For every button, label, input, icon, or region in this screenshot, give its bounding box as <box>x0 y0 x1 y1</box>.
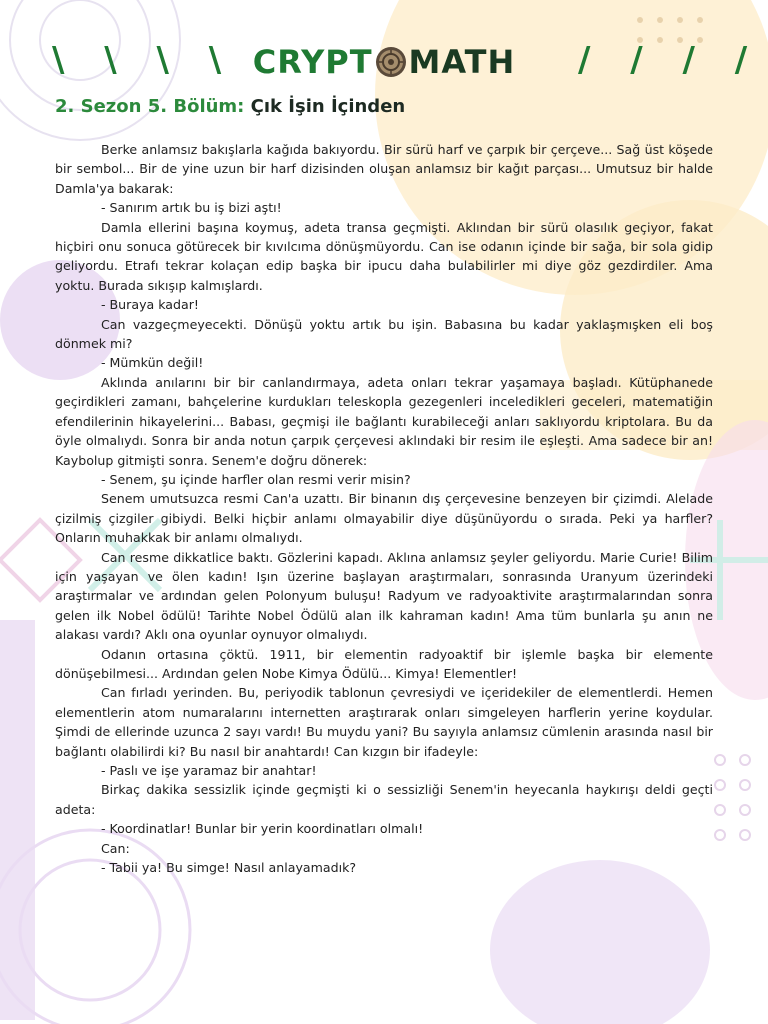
story-paragraph: Aklında anılarını bir bir canlandırmaya, adeta onları tekrar yaşamaya başladı. Kütüphanede geçirdikleri zamanı, bahçelerine kurdukları teleskopla gezegenleri inceledikleri geceleri, matematiğin efendilerinin hikayelerini... Babası, geçmişi ile bağlantı kurabileceği anları saklıyordu kriptolara. Bu da öyle olmalıydı. Sonra bir anda notun çarpık çerçevesi aklındaki bir resim ile eşleşti. Ama sadece bir an! Kaybolup gitmişti sonra. Senem'e doğru dönerek: <box>55 374 713 468</box>
story-paragraph: - Buraya kadar! <box>101 297 199 313</box>
story-paragraph: - Sanırım artık bu iş bizi aştı! <box>101 200 282 216</box>
story-paragraph: Can vazgeçmeyecekti. Dönüşü yoktu artık bu işin. Babasına bu kadar yaklaşmışken eli boş dönmek mi? <box>55 316 713 352</box>
story-paragraph: Senem umutsuzca resmi Can'a uzattı. Bir binanın dış çerçevesine benzeyen bir çizimdi. Alelade çizilmiş çizgiler gibiydi. Belki hiçbir anlamı olmayabilir diye düşünüyordu o sırada. Peki ya harfler? Onların muhakkak bir anlamı olmalıydı. <box>55 491 713 546</box>
story-text <box>55 140 713 877</box>
logo-text-part2: MATH <box>408 43 516 81</box>
story-paragraph: - Paslı ve işe yaramaz bir anahtar! <box>101 763 317 778</box>
story-paragraph: Berke anlamsız bakışlarla kağıda bakıyordu. Bir sürü harf ve çarpık bir çerçeve... Sağ üst köşede bir sembol... Bir de yine uzun bir harf dizisinden oluşan anlamsız bir kağıt parçası... Umutsuz bir halde Damla'ya bakarak: <box>55 142 713 196</box>
story-paragraph: - Koordinatlar! Bunlar bir yerin koordinatları olmalı! <box>101 821 424 837</box>
logo-text-part1: CRYPT <box>252 43 373 81</box>
episode-number: 2. Sezon 5. Bölüm: <box>55 96 245 117</box>
story-paragraph: Can: <box>101 840 130 856</box>
story-paragraph: - Mümkün değil! <box>101 355 204 371</box>
story-paragraph: Damla ellerini başına koymuş, adeta transa geçmişti. Aklından bir sürü olasılık geçiyor, fakat hiçbiri onu sonuca götürecek bir kıvılcıma dönüşmüyordu. Can ise odanın içinde bir sağa, bir sola gidip geliyordu. Etrafı tekrar kolaçan edip başka bir ipucu daha bulabilirler mi diye göz gezdirdiler. Ama yoktu. Burada sıkışıp kalmışlardı. <box>55 219 713 293</box>
episode-heading <box>55 96 405 117</box>
story-paragraph: Odanın ortasına çöktü. 1911, bir elementin radyoaktif bir işlemle başka bir elemente dönüşebilmesi... Ardından gelen Nobe Kimya Ödülü... Kimya! Elementler! <box>55 646 713 681</box>
episode-title: Çık İşin İçinden <box>250 96 406 117</box>
coin-icon <box>375 46 407 78</box>
cryptomath-logo <box>253 43 516 81</box>
story-paragraph: - Tabii ya! Bu simge! Nasıl anlayamadık? <box>101 860 357 876</box>
left-slash-decoration: \ \ \ \ <box>52 40 236 80</box>
story-paragraph: Can resme dikkatlice baktı. Gözlerini kapadı. Aklına anlamsız şeyler geliyordu. Marie Curie! Bilim için yaşayan ve ölen kadın! Işın üzerine başlayan araştırmaları, sonrasında Uranyum üzerindeki araştırmalar ve ardından gelen Polonyum buluşu! Radyum ve radyoaktivite araştırmalarından sonra gelen ilk Nobel ödülü! Tarihte Nobel Ödülü alan ilk kahraman kadın! Ama tüm bunlarla şu anın ne alakası vardı? Aklı ona oyunlar oynuyor olmalıydı. <box>55 549 713 643</box>
story-paragraph: Can fırladı yerinden. Bu, periyodik tablonun çevresiydi ve içeridekiler de elementlerdi. Hemen elementlerin atom numaralarını internetten araştırarak onları simgeleyen harflerin yerine koydular. Şimdi de ellerinde uzunca 2 sayı vardı! Bu muydu yani? Bu sayıyla anlamsız cümlenin arasında nasıl bir bağlantı olabilirdi ki? Bu nasıl bir anahtardı! Can kızgın bir ifadeyle: <box>55 685 713 759</box>
right-slash-decoration: / / / / <box>578 40 762 80</box>
story-paragraph: Birkaç dakika sessizlik içinde geçmişti ki o sessizliği Senem'in heyecanla haykırışı deldi geçti adeta: <box>55 782 713 817</box>
page-header <box>0 40 768 84</box>
story-paragraph: - Senem, şu içinde harfler olan resmi verir misin? <box>101 471 411 487</box>
